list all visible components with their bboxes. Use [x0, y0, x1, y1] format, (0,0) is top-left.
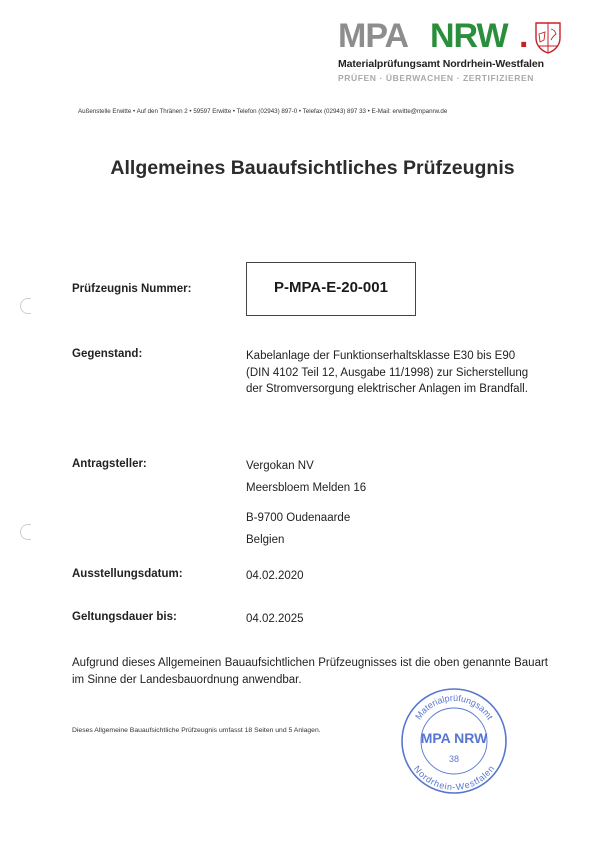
logo-mpa-text: MPA	[338, 17, 409, 55]
applicant-country: Belgien	[246, 534, 285, 546]
logo-nrw-text: NRW	[430, 17, 508, 55]
applicant-city: B-9700 Oudenaarde	[246, 512, 351, 524]
applicant-street: Meersbloem Melden 16	[246, 482, 367, 494]
applicant-name: Vergokan NV	[246, 460, 314, 472]
stamp-bottom-text: Nordrhein-Westfalen	[411, 763, 497, 793]
certificate-number-label: Prüfzeugnis Nummer:	[72, 283, 192, 295]
issue-date-label: Ausstellungsdatum:	[72, 568, 183, 580]
subject-label: Gegenstand:	[72, 348, 143, 360]
certificate-number-box	[246, 262, 416, 316]
subject-line: der Stromversorgung elektrischer Anlagen im Brandfall.	[246, 383, 528, 395]
validity-value: 04.02.2025	[246, 613, 304, 625]
address-line: Außenstelle Erwitte • Auf den Thränen 2 • 59597 Erwitte • Telefon (02943) 897-0 • Telefax (02943) 897 33 • E-Mail: erwitte@mpanrw.de	[78, 108, 448, 115]
logo-tagline: PRÜFEN · ÜBERWACHEN · ZERTIFIZIEREN	[338, 73, 535, 83]
mpa-nrw-logo	[338, 18, 568, 90]
issue-date-value: 04.02.2020	[246, 570, 304, 582]
nrw-coat-of-arms-icon	[533, 20, 563, 54]
stamp-middle-text: MPA NRW	[420, 730, 488, 746]
footer-note: Dieses Allgemeine Bauaufsichtliche Prüfzeugnis umfasst 18 Seiten und 5 Anlagen.	[72, 727, 321, 734]
official-stamp	[398, 685, 510, 797]
logo-dot: .	[519, 17, 529, 55]
punch-hole-mark	[20, 524, 31, 540]
svg-text:Nordrhein-Westfalen	[412, 764, 496, 792]
statement-paragraph: Aufgrund dieses Allgemeinen Bauaufsichtlichen Prüfzeugnisses ist die oben genannte Bauart im Sinne der Landesbauordnung anwendbar.	[72, 657, 548, 686]
logo-subtitle: Materialprüfungsamt Nordrhein-Westfalen	[338, 58, 544, 70]
certificate-number: P-MPA-E-20-001	[274, 279, 388, 296]
applicant-label: Antragsteller:	[72, 458, 147, 470]
validity-label: Geltungsdauer bis:	[72, 611, 177, 623]
stamp-number: 38	[448, 754, 460, 764]
subject-line: (DIN 4102 Teil 12, Ausgabe 11/1998) zur Sicherstellung	[246, 366, 529, 379]
subject-text	[246, 348, 528, 398]
punch-hole-mark	[20, 298, 31, 314]
subject-line: Kabelanlage der Funktionserhaltsklasse E30 bis E90	[246, 350, 516, 362]
document-title: Allgemeines Bauaufsichtliches Prüfzeugnis	[110, 157, 515, 179]
stamp-top-text: Materialprüfungsamt	[413, 692, 496, 722]
